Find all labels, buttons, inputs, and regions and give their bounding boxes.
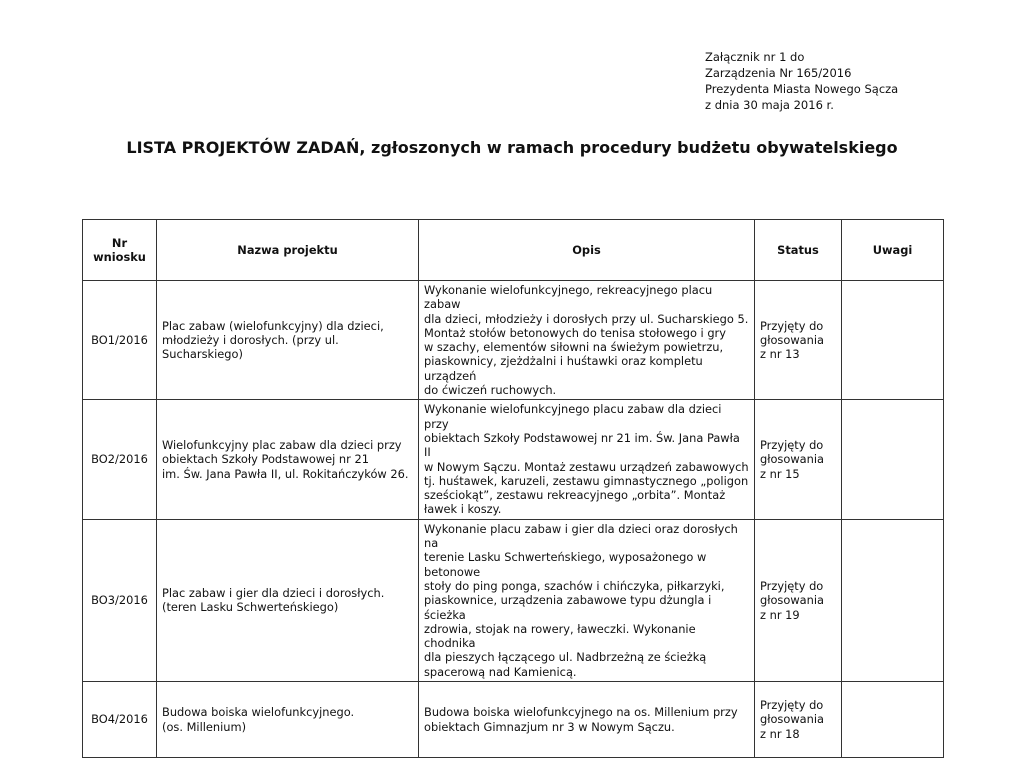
table-row [83,400,944,519]
cell-status: Przyjęty do głosowania z nr 15 [755,400,842,519]
cell-nr: BO1/2016 [83,281,157,400]
cell-uwagi [842,519,944,681]
cell-nr: BO3/2016 [83,519,157,681]
attachment-note-line: Załącznik nr 1 do [705,50,805,64]
cell-opis: Budowa boiska wielofunkcyjnego na os. Millenium przy obiektach Gimnazjum nr 3 w Nowym Sączu. [419,682,755,758]
attachment-note-line: Zarządzenia Nr 165/2016 [705,66,852,80]
table-header-row [83,220,944,281]
document-title: LISTA PROJEKTÓW ZADAŃ, zgłoszonych w ramach procedury budżetu obywatelskiego [126,138,898,157]
attachment-note-line: z dnia 30 maja 2016 r. [705,98,834,112]
attachment-note-line: Prezydenta Miasta Nowego Sącza [705,82,899,96]
table-row [83,519,944,681]
cell-uwagi [842,400,944,519]
cell-opis: Wykonanie wielofunkcyjnego, rekreacyjnego placu zabaw dla dzieci, młodzieży i dorosłych przy ul. Sucharskiego 5. Montaż stołów betonowych do tenisa stołowego i gry w szachy, elementów siłowni na świeżym powietrzu, piaskownicy, zjeżdżalni i huśtawki oraz kompletu urządzeń do ćwiczeń ruchowych. [419,281,755,400]
cell-opis: Wykonanie wielofunkcyjnego placu zabaw dla dzieci przy obiektach Szkoły Podstawowej nr 21 im. Św. Jana Pawła II w Nowym Sączu. Montaż zestawu urządzeń zabawowych tj. huśtawek, karuzeli, zestawu gimnastycznego „poligon sześciokąt”, zestawu rekreacyjnego „orbita”. Montaż ławek i koszy. [419,400,755,519]
projects-table [82,219,944,758]
cell-status: Przyjęty do głosowania z nr 19 [755,519,842,681]
cell-status: Przyjęty do głosowania z nr 18 [755,682,842,758]
cell-nazwa: Budowa boiska wielofunkcyjnego. (os. Millenium) [157,682,419,758]
column-header-nazwa: Nazwa projektu [157,220,419,281]
column-header-opis: Opis [419,220,755,281]
cell-nr: BO4/2016 [83,682,157,758]
cell-status: Przyjęty do głosowania z nr 13 [755,281,842,400]
column-header-nr: Nr wniosku [83,220,157,281]
cell-opis: Wykonanie placu zabaw i gier dla dzieci oraz dorosłych na terenie Lasku Schwerteńskiego, wyposażonego w betonowe stoły do ping ponga, szachów i chińczyka, piłkarzyki, piaskownice, urządzenia zabawowe typu dżungla i ścieżka zdrowia, stojak na rowery, ławeczki. Wykonanie chodnika dla pieszych łączącego ul. Nadbrzeżną ze ścieżką spacerową nad Kamienicą. [419,519,755,681]
column-header-status: Status [755,220,842,281]
cell-nazwa: Plac zabaw i gier dla dzieci i dorosłych. (teren Lasku Schwerteńskiego) [157,519,419,681]
cell-nazwa: Wielofunkcyjny plac zabaw dla dzieci przy obiektach Szkoły Podstawowej nr 21 im. Św. Jana Pawła II, ul. Rokitańczyków 26. [157,400,419,519]
attachment-note [705,49,898,113]
column-header-uwagi: Uwagi [842,220,944,281]
cell-nr: BO2/2016 [83,400,157,519]
cell-uwagi [842,281,944,400]
cell-uwagi [842,682,944,758]
table-row [83,682,944,758]
cell-nazwa: Plac zabaw (wielofunkcyjny) dla dzieci, młodzieży i dorosłych. (przy ul. Sucharskiego) [157,281,419,400]
table-row [83,281,944,400]
